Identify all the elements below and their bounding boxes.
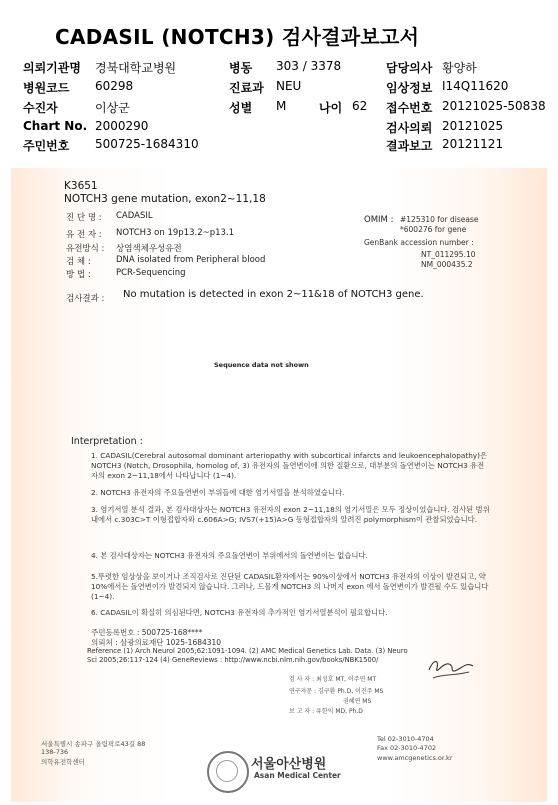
genbank-accession-2: NM_000435.2	[421, 260, 473, 269]
report-title: CADASIL (NOTCH3) 검사결과보고서	[55, 25, 420, 49]
value-resident-number: 500725-1684310	[95, 137, 199, 151]
label-doctor: 담당의사	[386, 61, 433, 75]
contact-fax: Fax 02-3010-4702	[377, 744, 437, 752]
test-title: NOTCH3 gene mutation, exon2~11,18	[64, 193, 266, 205]
value-requesting-institution: 경북대학교병원	[95, 61, 177, 75]
value-receipt-number: 20121025-50838	[442, 99, 546, 113]
value-test-request-date: 20121025	[442, 119, 504, 133]
label-ward: 병동	[229, 61, 253, 75]
genbank-label: GenBank accession number :	[364, 238, 474, 247]
label-result-date: 결과보고	[386, 139, 433, 153]
field-label-inheritance: 유전방식 :	[66, 244, 105, 254]
report-code: K3651	[64, 180, 98, 192]
address-line-3: 의학유전학센터	[41, 758, 85, 766]
field-value-specimen: DNA isolated from Peripheral blood	[116, 255, 266, 265]
bottom-requester: 의뢰처 : 삼광의료재단 1025-1684310	[91, 638, 222, 647]
signer-advisor-2: 권혜연 MS	[343, 698, 372, 705]
field-value-method: PCR-Sequencing	[116, 268, 186, 278]
label-age: 나이	[319, 101, 343, 115]
references: Reference (1) Arch Neurol 2005;62:1091-1094. (2) AMC Medical Genetics Lab. Data. (3) Neuro Sci 2005;26:117-124 (4) GeneReviews : http://www.ncbi.nlm.nih.gov/books/NBK1500/	[87, 647, 408, 664]
interpretation-paragraph-5: 5.뚜렷한 임상상을 보이거나 조직검사로 진단된 CADASIL환자에서는 90%이상에서 NOTCH3 유전자의 이상이 발견되고, 약 10%에서는 돌연변이가 발견되지 않습니다. 그러나, 드물게 NOTCH3 의 나머지 exon 에서 돌연변이가 발견될 수도 있습니다 (1~4).	[91, 572, 489, 601]
result-label: 검사결과 :	[66, 294, 105, 304]
interpretation-paragraph-1: 1. CADASIL(Cerebral autosomal dominant arteriopathy with subcortical infarcts and leukoencephalopathy)은 NOTCH3 (Notch, Drosophila, homolog of, 3) 유전자의 돌연변이에 의한 질환으로, 대부분의 돌연변이는 NOTCH3 유전자의 exon 2~11,18에서 나타납니다 (1~4).	[91, 451, 488, 480]
value-department: NEU	[276, 79, 302, 93]
field-label-method: 방 법 :	[66, 270, 91, 280]
value-doctor: 황양하	[442, 61, 477, 75]
signature-mark	[423, 652, 478, 684]
hospital-name-english: Asan Medical Center	[254, 771, 341, 780]
value-patient: 이상군	[95, 101, 130, 115]
value-clinical-info: I14Q11620	[442, 79, 509, 93]
omim-gene: *600276 for gene	[400, 225, 467, 234]
signer-advisor: 연구자문 : 김구환 Ph.D, 이진주 MS	[289, 688, 384, 695]
result-text: No mutation is detected in exon 2~11&18 of NOTCH3 gene.	[123, 289, 424, 300]
label-chart-no: Chart No.	[23, 119, 88, 133]
scanned-report	[11, 168, 547, 802]
genbank-accession-1: NT_011295.10	[421, 250, 476, 259]
value-ward: 303 / 3378	[276, 59, 342, 73]
field-value-diagnosis: CADASIL	[116, 211, 153, 221]
label-receipt-number: 접수번호	[386, 101, 433, 115]
label-patient: 수진자	[23, 101, 58, 115]
label-sex: 성별	[229, 101, 253, 115]
label-resident-number: 주민번호	[23, 139, 70, 153]
interpretation-paragraph-3: 3. 염기서열 분석 결과, 본 검사대상자는 NOTCH3 유전자의 exon 2~11,18의 염기서열은 모두 정상이었습니다. 검사된 범위내에서 c.303C>T 이형접합자와 c.606A>G; IVS7(+15)A>G 동형접합자의 알려진 polymorphism이 관찰되었습니다.	[91, 505, 490, 524]
field-label-diagnosis: 진 단 명 :	[66, 213, 102, 223]
interpretation-paragraph-2: 2. NOTCH3 유전자의 주요돌연변이 부위들에 대한 염기서열을 분석하였습니다.	[91, 488, 345, 497]
field-label-specimen: 검 체 :	[66, 257, 91, 267]
sequence-note: Sequence data not shown	[214, 361, 309, 369]
address-line-2: 138-736	[41, 748, 69, 756]
value-age: 62	[352, 99, 368, 113]
signer-reporter: 보 고 자 : 유한익 MD, Ph.D	[289, 708, 363, 715]
field-value-inheritance: 상염색체우성유전	[116, 244, 182, 254]
omim-label: OMIM :	[364, 215, 394, 225]
omim-disease: #125310 for disease	[400, 215, 479, 224]
interpretation-paragraph-4: 4. 본 검사대상자는 NOTCH3 유전자의 주요돌연변이 부위에서의 돌연변이는 없습니다.	[91, 551, 368, 560]
interpretation-paragraph-6: 6. CADASIL이 확실히 의심된다면, NOTCH3 유전자의 추가적인 염기서열분석이 필요합니다.	[91, 608, 388, 617]
bottom-resident-id: 주민등록번호 : 500725-168****	[91, 628, 203, 637]
label-test-request-date: 검사의뢰	[386, 121, 433, 135]
label-hospital-code: 병원코드	[23, 81, 70, 95]
label-requesting-institution: 의뢰기관명	[23, 61, 81, 75]
label-clinical-info: 임상정보	[386, 81, 433, 95]
field-label-gene: 유 전 자 :	[66, 230, 102, 240]
value-hospital-code: 60298	[95, 79, 134, 93]
signer-tester: 검 사 자 : 최성호 MT, 이주연 MT	[289, 676, 377, 683]
address-line-1: 서울특별시 송파구 올림픽로43길 88	[41, 740, 146, 748]
value-chart-no: 2000290	[95, 119, 149, 133]
hospital-seal-icon	[207, 751, 249, 793]
value-result-date: 20121121	[442, 137, 504, 151]
interpretation-label: Interpretation :	[71, 436, 143, 447]
contact-website: www.amcgenetics.or.kr	[377, 754, 453, 762]
value-sex: M	[276, 99, 287, 113]
contact-tel: Tel 02-3010-4704	[377, 735, 434, 743]
hospital-name-korean: 서울아산병원	[251, 757, 327, 772]
field-value-gene: NOTCH3 on 19p13.2~p13.1	[116, 228, 235, 238]
label-department: 진료과	[229, 81, 264, 95]
